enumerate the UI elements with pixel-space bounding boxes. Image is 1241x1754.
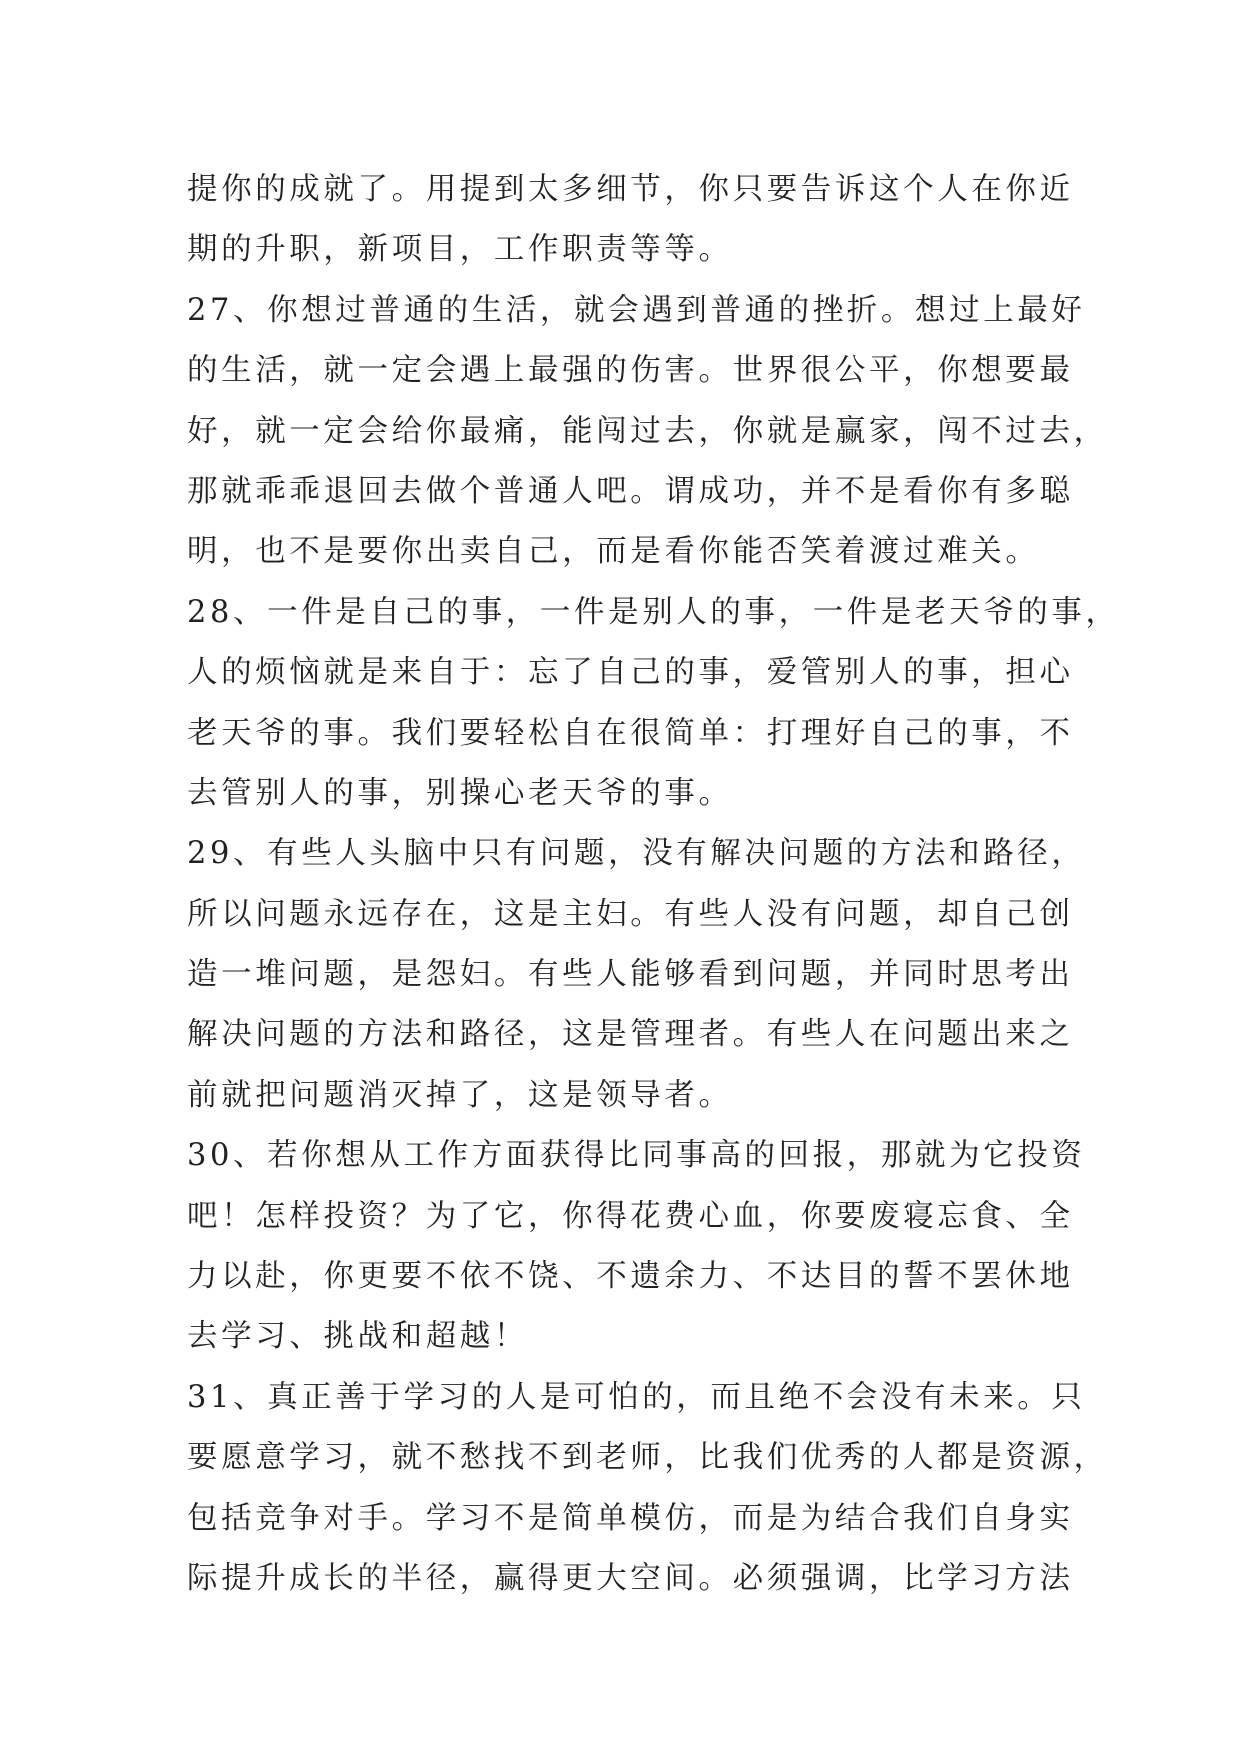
text-line: 力以赴，你更要不依不饶、不遗余力、不达目的誓不罢休地 <box>187 1259 1074 1295</box>
text-line: 好，就一定会给你最痛，能闯过去，你就是赢家，闯不过去， <box>187 413 1108 449</box>
text-line: 那就乖乖退回去做个普通人吧。谓成功，并不是看你有多聪 <box>187 473 1074 509</box>
text-line: 要愿意学习，就不愁找不到老师，比我们优秀的人都是资源， <box>187 1440 1108 1476</box>
text-line: 际提升成长的半径，赢得更大空间。必须强调，比学习方法 <box>187 1560 1074 1596</box>
text-line: 老天爷的事。我们要轻松自在很简单：打理好自己的事，不 <box>187 715 1074 751</box>
text-line: 人的烦恼就是来自于：忘了自己的事，爱管别人的事，担心 <box>187 655 1074 691</box>
text-line: 提你的成就了。用提到太多细节，你只要告诉这个人在你近 <box>187 172 1074 207</box>
text-line: 吧！怎样投资？为了它，你得花费心血，你要废寝忘食、全 <box>187 1198 1074 1234</box>
text-line: 明，也不是要你出卖自己，而是看你能否笑着渡过难关。 <box>187 534 1040 570</box>
text-line: 的生活，就一定会遇上最强的伤害。世界很公平，你想要最 <box>187 353 1074 389</box>
text-line: 包括竞争对手。学习不是简单模仿，而是为结合我们自身实 <box>187 1500 1074 1536</box>
body-text <box>187 160 1120 1609</box>
text-line: 27、你想过普通的生活，就会遇到普通的挫折。想过上最好 <box>187 292 1086 328</box>
text-line: 30、若你想从工作方面获得比同事高的回报，那就为它投资 <box>187 1138 1086 1174</box>
text-line: 期的升职，新项目，工作职责等等。 <box>187 232 733 268</box>
text-line: 28、一件是自己的事，一件是别人的事，一件是老天爷的事， <box>187 594 1120 630</box>
text-line: 所以问题永远存在，这是主妇。有些人没有问题，却自己创 <box>187 896 1074 932</box>
text-line: 29、有些人头脑中只有问题，没有解决问题的方法和路径， <box>187 836 1086 872</box>
text-line: 去学习、挑战和超越！ <box>187 1319 528 1355</box>
text-line: 解决问题的方法和路径，这是管理者。有些人在问题出来之 <box>187 1017 1074 1053</box>
text-line: 31、真正善于学习的人是可怕的，而且绝不会没有未来。只 <box>187 1379 1086 1415</box>
text-line: 前就把问题消灭掉了，这是领导者。 <box>187 1077 733 1113</box>
text-line: 去管别人的事，别操心老天爷的事。 <box>187 775 733 811</box>
text-line: 造一堆问题，是怨妇。有些人能够看到问题，并同时思考出 <box>187 957 1074 993</box>
